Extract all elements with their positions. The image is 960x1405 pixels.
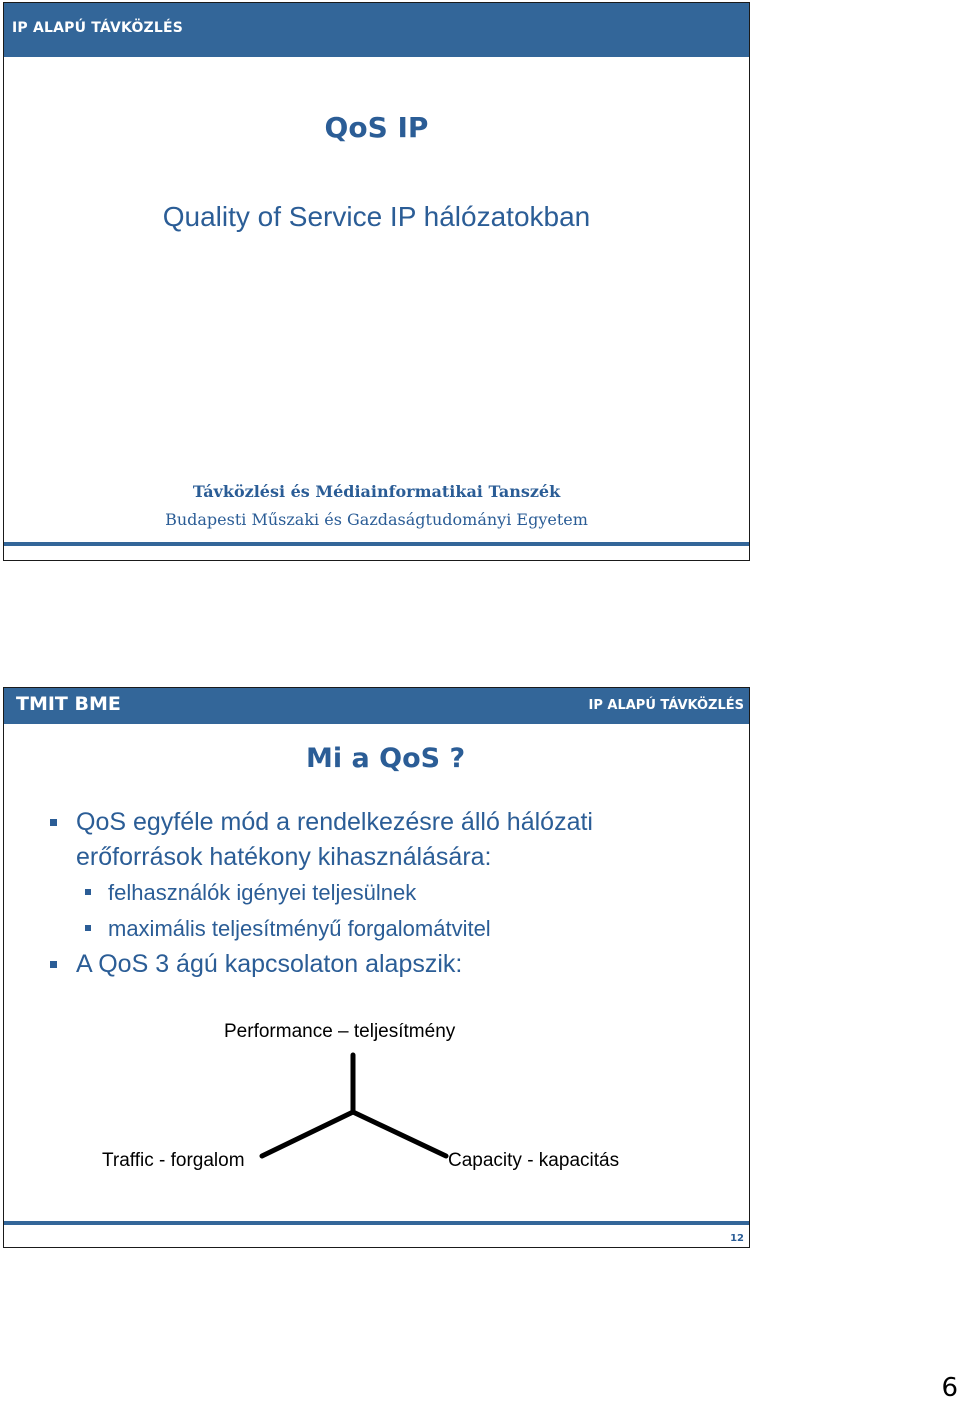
slide-subtitle: Quality of Service IP hálózatokban [162,201,591,232]
sub-bullet-text: felhasználók igényei teljesülnek [108,880,417,905]
slide-title: Mi a QoS ? [306,743,466,774]
slide-footer-bar [4,1221,749,1225]
slide-header-bar [4,688,749,724]
page-number: 6 [941,1373,958,1403]
course-title: IP ALAPÚ TÁVKÖZLÉS [588,698,744,713]
slide-title: QoS IP [324,111,429,144]
content-slide [3,687,750,1248]
sub-bullet-item [48,875,728,911]
tmit-logo: TMIT BME [16,693,121,715]
university-name: Budapesti Műszaki és Gazdaságtudományi Egyetem [165,510,588,529]
course-title: IP ALAPÚ TÁVKÖZLÉS [12,20,184,36]
sub-bullet-item [48,911,728,947]
title-slide [3,2,750,561]
branch-right-line [353,1112,446,1156]
slide-number: 12 [730,1233,744,1244]
diagram-label-performance: Performance – teljesítmény [224,1021,456,1042]
square-bullet-icon [85,889,91,895]
slide-header-bar [4,3,749,57]
sub-bullet-text: maximális teljesítményű forgalomátvitel [108,916,491,941]
branch-left-line [262,1112,353,1156]
square-bullet-icon [85,925,91,931]
department-name: Távközlési és Médiainformatikai Tanszék [192,482,561,501]
square-bullet-icon [50,819,57,826]
bullet-text: A QoS 3 ágú kapcsolaton alapszik: [76,950,463,978]
diagram-label-traffic: Traffic - forgalom [102,1150,245,1171]
slide-footer-bar [4,542,749,546]
bullet-text: QoS egyféle mód a rendelkezésre álló hálózati [76,808,593,836]
square-bullet-icon [50,961,57,968]
diagram-label-capacity: Capacity - kapacitás [448,1150,620,1171]
bullet-item [48,947,728,982]
bullet-list [48,805,728,982]
bullet-text: erőforrások hatékony kihasználására: [76,843,492,871]
bullet-item [48,805,728,875]
